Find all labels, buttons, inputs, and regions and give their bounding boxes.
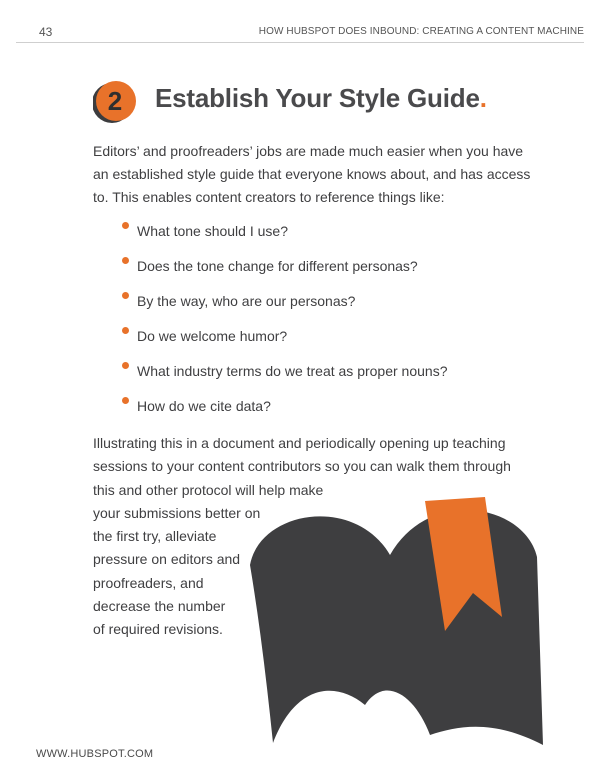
style-questions-list <box>120 220 447 430</box>
running-header: HOW HUBSPOT DOES INBOUND: CREATING A CONTENT MACHINE <box>258 26 584 37</box>
body-line: sessions to your content contributors so you can walk them through <box>93 458 511 475</box>
body-line: this and other protocol will help make <box>93 481 324 498</box>
list-item <box>120 325 447 360</box>
intro-line: Editors’ and proofreaders’ jobs are made much easier when you have <box>93 143 524 159</box>
intro-line: an established style guide that everyone knows about, and has access <box>93 166 531 182</box>
list-item <box>120 255 447 290</box>
footer-url: WWW.HUBSPOT.COM <box>36 748 154 760</box>
list-item-text: How do we cite data? <box>137 398 271 414</box>
list-item-text: By the way, who are our personas? <box>137 293 356 309</box>
list-item <box>120 395 447 430</box>
section-number: 2 <box>107 86 123 116</box>
intro-line: to. This enables content creators to reference things like: <box>93 189 445 205</box>
list-item-text: What tone should I use? <box>137 223 288 239</box>
body-line: decrease the number <box>93 598 226 615</box>
body-line: your submissions better on <box>93 504 261 521</box>
book-bookmark-icon <box>245 495 545 745</box>
section-badge <box>93 80 137 124</box>
header-divider <box>16 42 584 43</box>
list-item <box>120 220 447 255</box>
book-illustration <box>245 495 545 745</box>
page-number: 43 <box>39 25 53 39</box>
body-line: of required revisions. <box>93 621 223 638</box>
body-line: the first try, alleviate <box>93 528 217 545</box>
body-line: proofreaders, and <box>93 574 204 591</box>
bullet-icon <box>122 397 129 404</box>
section-title-text: Establish Your Style Guide <box>155 83 480 113</box>
book-shape <box>250 510 543 745</box>
body-line: pressure on editors and <box>93 551 241 568</box>
list-item-text: Do we welcome humor? <box>137 328 288 344</box>
bullet-icon <box>122 222 129 229</box>
body-line: Illustrating this in a document and periodically opening up teaching <box>93 435 506 451</box>
section-title-dot: . <box>479 83 487 113</box>
bullet-icon <box>122 327 129 334</box>
bullet-icon <box>122 362 129 369</box>
section-title <box>155 83 487 114</box>
list-item-text: Does the tone change for different personas? <box>137 258 418 274</box>
bullet-icon <box>122 292 129 299</box>
bullet-icon <box>122 257 129 264</box>
intro-paragraph <box>93 140 531 209</box>
list-item <box>120 290 447 325</box>
list-item <box>120 360 447 395</box>
list-item-text: What industry terms do we treat as proper nouns? <box>137 363 448 379</box>
